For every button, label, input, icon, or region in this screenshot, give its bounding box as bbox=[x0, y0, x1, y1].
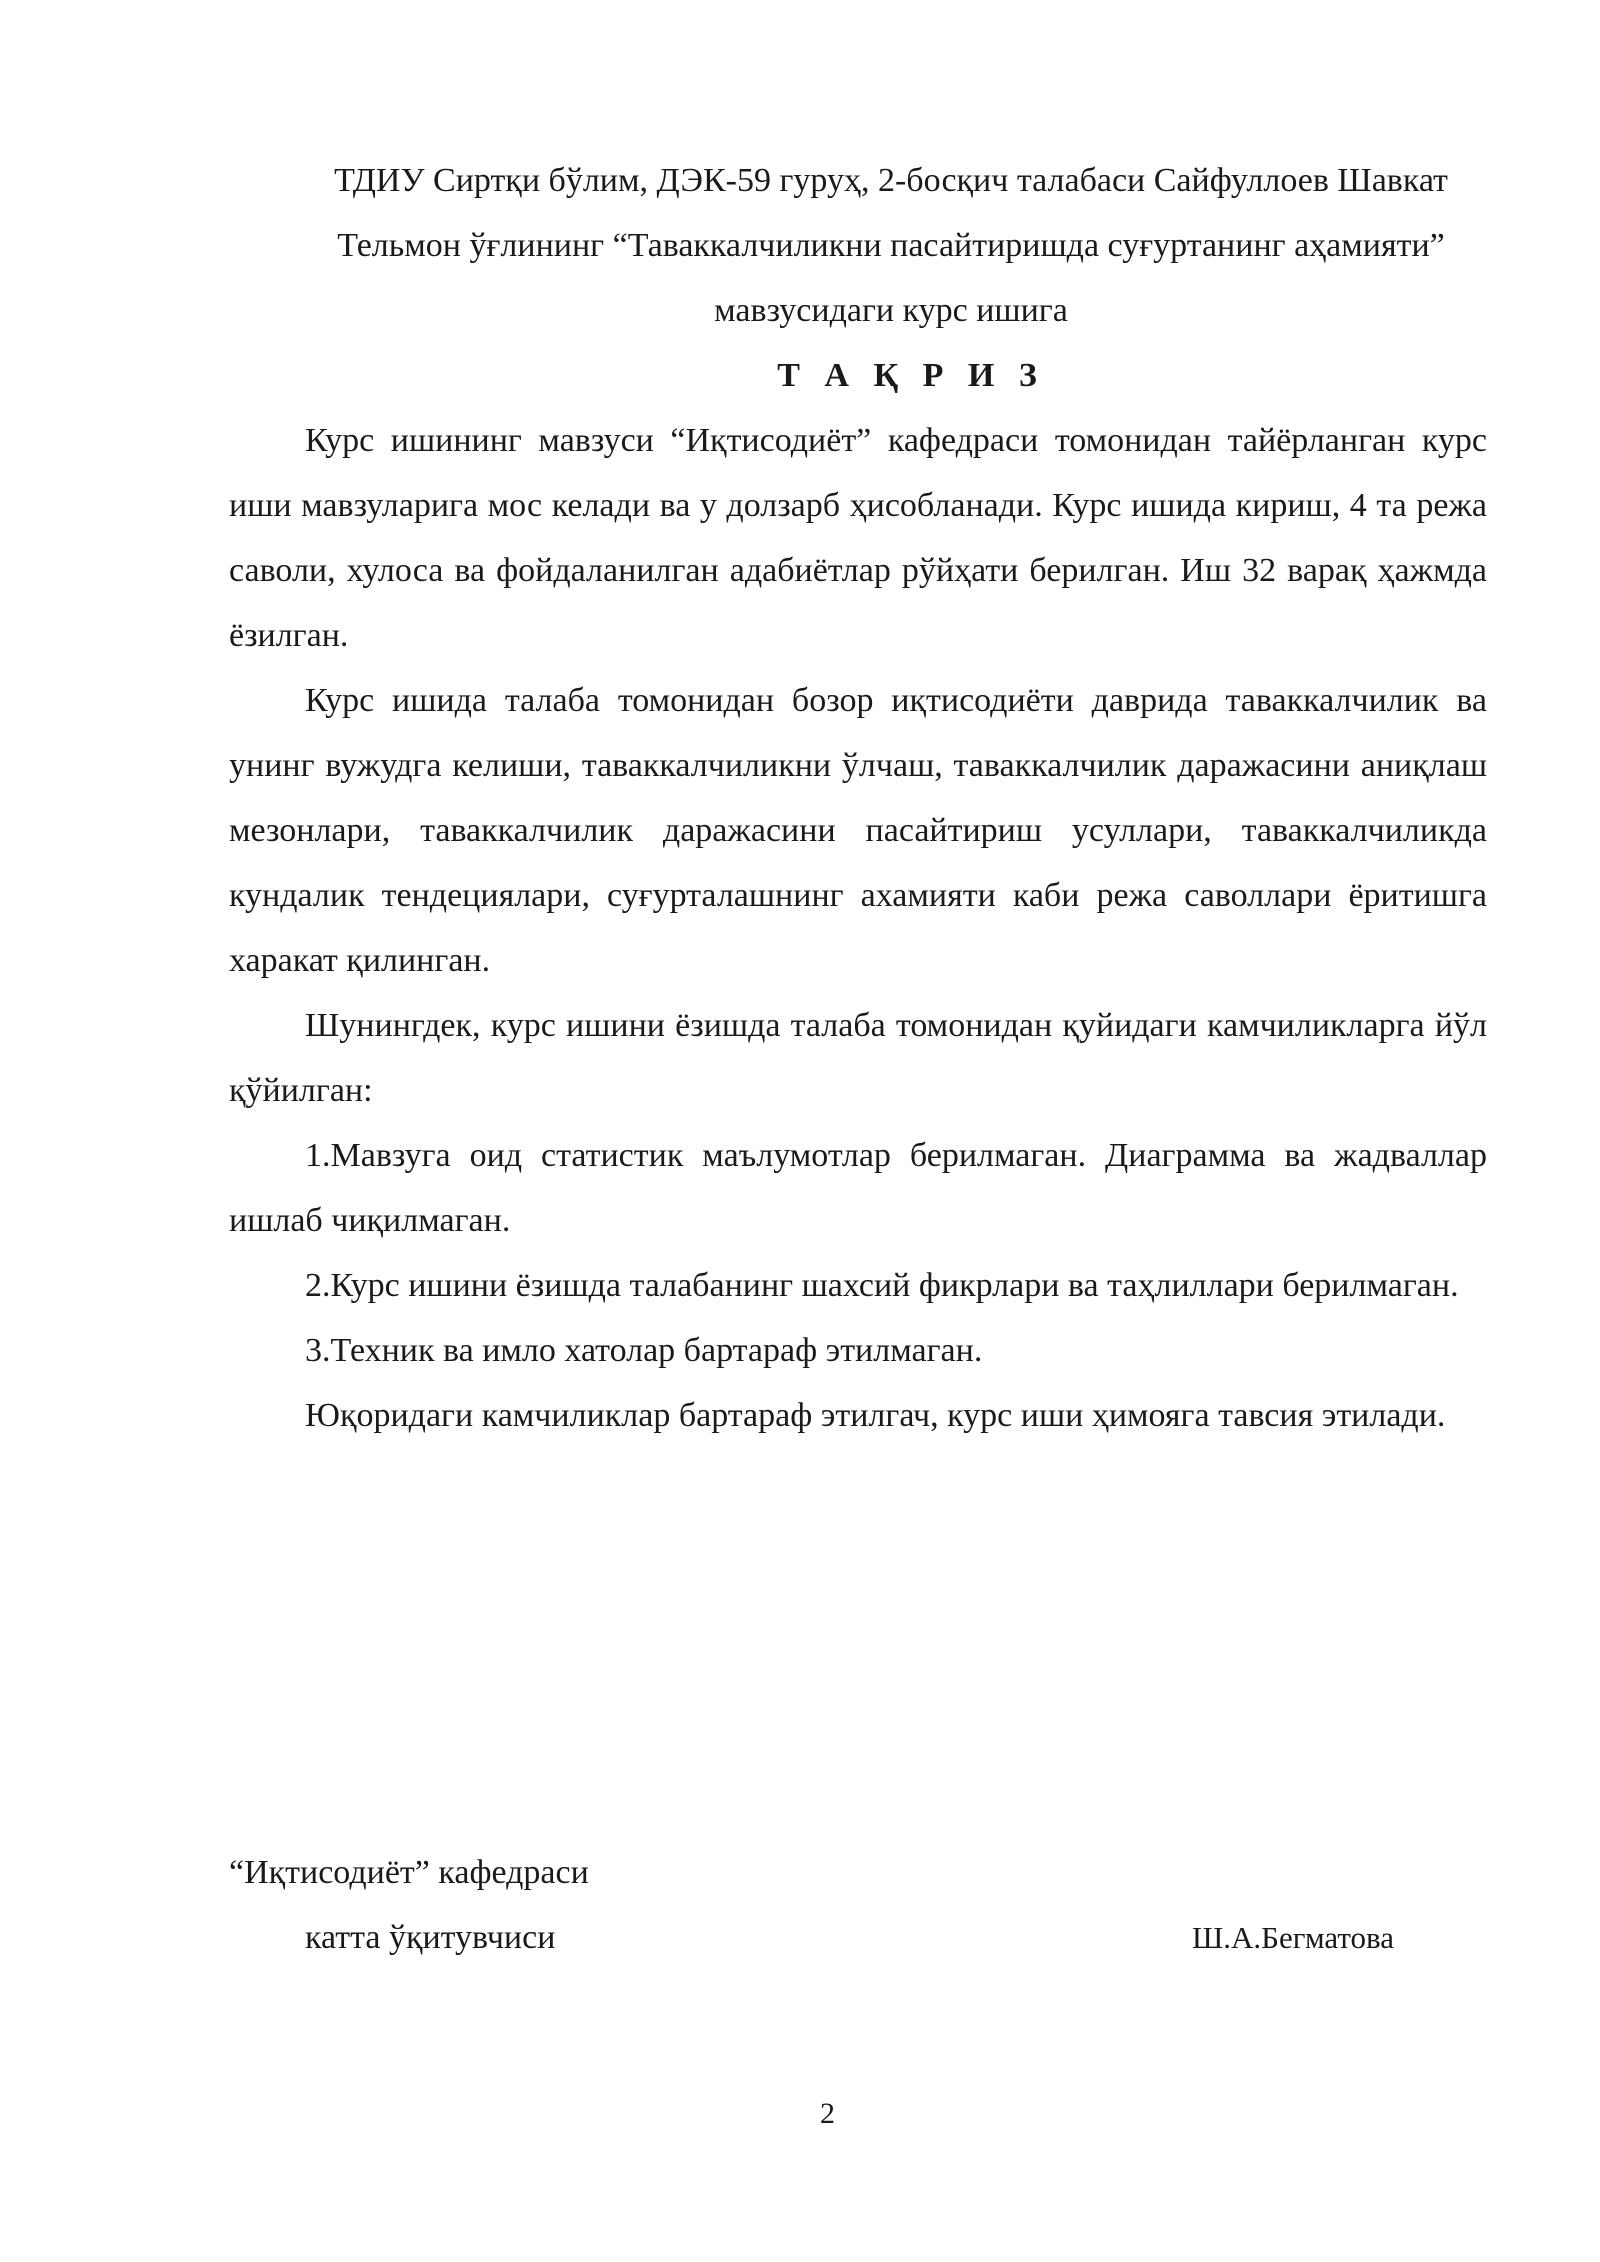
paragraph-conclusion: Юқоридаги камчиликлар бартараф этилгач, курс иши ҳимояга тавсия этилади. bbox=[305, 1397, 1446, 1434]
paragraph-covered-questions: Курс ишида талаба томонидан бозор иқтисодиёти даврида таваккалчилик ва унинг вужудга келиши, таваккалчиликни ўлчаш, таваккалчилик даражасини аниқлаш мезонлари, таваккалчилик даражасини пасайтириш усуллари, таваккалчиликда кундалик тендециялари, суғурталашнинг ахамияти каби режа саволлари ёритишга харакат қилинган. bbox=[229, 682, 1487, 979]
signature-department: “Иқтисодиёт” кафедраси bbox=[229, 1854, 589, 1891]
signature-name: Ш.А.Бегматова bbox=[1191, 1920, 1394, 1955]
signature-row bbox=[229, 1905, 1409, 1970]
page-number: 2 bbox=[820, 2097, 835, 2130]
paragraph-topic-relevance: Курс ишининг мавзуси “Иқтисодиёт” кафедраси томонидан тайёрланган курс иши мавзуларига мос келади ва у долзарб ҳисобланади. Курс ишида кириш, 4 та режа саволи, хулоса ва фойдаланилган адабиётлар рўйҳати берилган. Иш 32 варақ ҳажмда ёзилган. bbox=[229, 422, 1487, 654]
signature-position: катта ўқитувчиси bbox=[305, 1919, 556, 1956]
document-body bbox=[229, 148, 1487, 1448]
paragraph-shortcoming-2: 2.Курс ишини ёзишда талабанинг шахсий фикрлари ва таҳлиллари берилмаган. bbox=[305, 1267, 1459, 1304]
document-header: ТДИУ Сиртқи бўлим, ДЭК-59 гуруҳ, 2-босқич талабаси Сайфуллоев Шавкат Тельмон ўғлининг “Таваккалчиликни пасайтиришда суғуртанинг аҳамияти” мавзусидаги курс ишига bbox=[334, 162, 1448, 329]
document-title: Т А Қ Р И З bbox=[777, 357, 1045, 394]
paragraph-shortcomings-intro: Шунингдек, курс ишини ёзишда талаба томонидан қуйидаги камчиликларга йўл қўйилган: bbox=[229, 1007, 1487, 1109]
paragraph-shortcoming-1: 1.Мавзуга оид статистик маълумотлар берилмаган. Диаграмма ва жадваллар ишлаб чиқилмаган. bbox=[229, 1137, 1487, 1239]
signature-block bbox=[229, 1840, 1409, 1970]
paragraph-shortcoming-3: 3.Техник ва имло хатолар бартараф этилмаган. bbox=[305, 1332, 983, 1369]
